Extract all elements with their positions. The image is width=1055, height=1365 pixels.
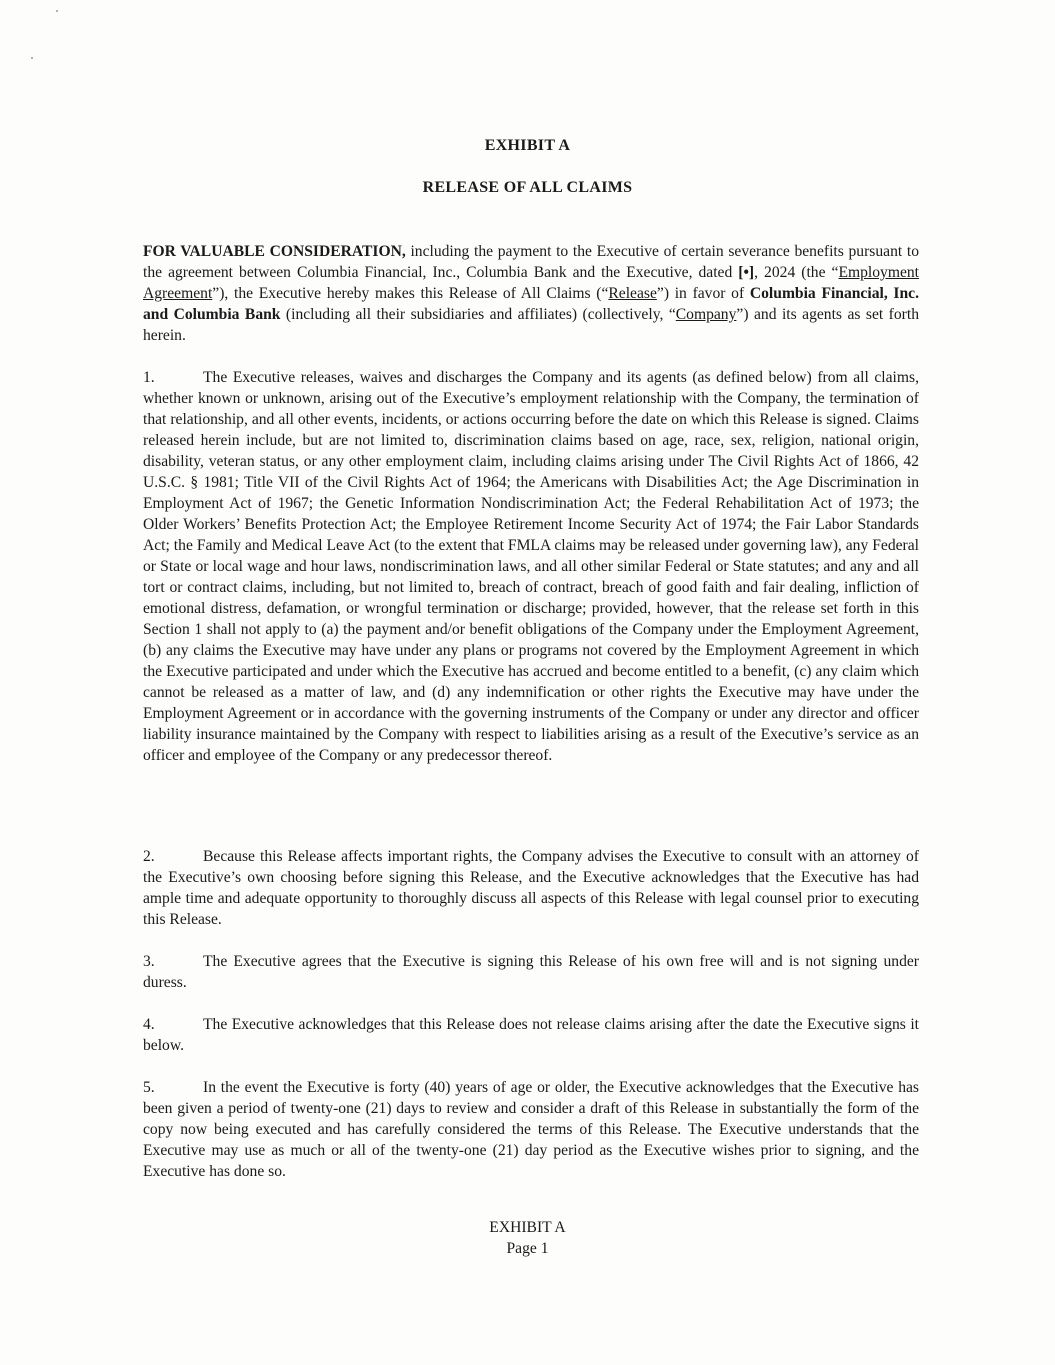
intro-text-1: including the payment to the Executive of certain severance benefits pursuant to the agreement between Columbia Financial, Inc., Columbia Bank and the Executive, dated xyxy=(143,243,919,281)
section-number: 2. xyxy=(143,848,155,865)
section-3 xyxy=(143,951,919,993)
section-4 xyxy=(143,1014,919,1056)
scan-speck xyxy=(31,57,33,59)
intro-text-5: (including all their subsidiaries and affiliates) (collectively, “ xyxy=(280,306,676,323)
section-4-paragraph xyxy=(143,1014,919,1056)
section-number: 4. xyxy=(143,1016,155,1033)
defined-term-release: Release xyxy=(608,285,657,302)
section-text: In the event the Executive is forty (40) years of age or older, the Executive acknowledges that the Executive has been given a period of twenty-one (21) days to review and consider a draft of this Release in substantially the form of the copy now being executed and has carefully considered the terms of this Release. The Executive understands that the Executive may use as much or all of the twenty-one (21) day period as the Executive wishes prior to signing, and the Executive has done so. xyxy=(143,1079,919,1180)
intro-paragraph xyxy=(143,241,919,346)
section-text: The Executive acknowledges that this Release does not release claims arising after the date the Executive signs it below. xyxy=(143,1016,919,1054)
intro-lead: FOR VALUABLE CONSIDERATION, xyxy=(143,243,406,260)
section-number: 1. xyxy=(143,369,155,386)
section-text: The Executive releases, waives and discharges the Company and its agents (as defined below) from all claims, whether known or unknown, arising out of the Executive’s employment relationship with the Company, the termination of that relationship, and all other events, incidents, or actions occurring before the date on which this Release is signed. Claims released herein include, but are not limited to, discrimination claims based on age, race, sex, religion, national origin, disability, veteran status, or any other employment claim, including claims arising under The Civil Rights Act of 1866, 42 U.S.C. § 1981; Title VII of the Civil Rights Act of 1964; the Americans with Disabilities Act; the Age Discrimination in Employment Act of 1967; the Genetic Information Nondiscrimination Act; the Federal Rehabilitation Act of 1973; the Older Workers’ Benefits Protection Act; the Employee Retirement Income Security Act of 1974; the Fair Labor Standards Act; the Family and Medical Leave Act (to the extent that FMLA claims may be released under governing law), any Federal or State or local wage and hour laws, nondiscrimination laws, and all other similar Federal or State statutes; and any and all tort or contract claims, including, but not limited to, breach of contract, breach of good faith and fair dealing, infliction of emotional distress, defamation, or wrongful termination or discharge; provided, however, that the release set forth in this Section 1 shall not apply to (a) the payment and/or benefit obligations of the Company under the Employment Agreement, (b) any claims the Executive may have under any plans or programs not covered by the Employment Agreement in which the Executive participated and under which the Executive has accrued and become entitled to a benefit, (c) any claim which cannot be released as a matter of law, and (d) any indemnification or other rights the Executive may have under the Employment Agreement or in accordance with the governing instruments of the Company or under any director and officer liability insurance maintained by the Company with respect to liabilities arising as a result of the Executive’s service as an officer and employee of the Company or any predecessor thereof. xyxy=(143,369,919,764)
defined-term-employment-agreement: Employment Agreement xyxy=(143,264,920,302)
section-number: 3. xyxy=(143,953,155,970)
section-2-paragraph xyxy=(143,846,919,930)
defined-term-company: Company xyxy=(675,306,737,323)
intro-text-2: , 2024 (the “ xyxy=(754,264,839,281)
intro-text-3: ”), the Executive hereby makes this Release of All Claims (“ xyxy=(212,285,609,302)
section-text: The Executive agrees that the Executive is signing this Release of his own free will and is not signing under duress. xyxy=(143,953,919,991)
party-names: Columbia Financial, Inc. and Columbia Bank xyxy=(143,285,919,323)
date-placeholder: [•] xyxy=(738,264,755,281)
section-text: Because this Release affects important rights, the Company advises the Executive to consult with an attorney of the Executive’s own choosing before signing this Release, and the Executive acknowledges that the Executive has had ample time and adequate opportunity to thoroughly discuss all aspects of this Release with legal counsel prior to executing this Release. xyxy=(143,848,919,928)
scan-speck xyxy=(56,10,58,12)
section-5-paragraph xyxy=(143,1077,919,1182)
section-1 xyxy=(143,367,919,766)
section-number: 5. xyxy=(143,1079,155,1096)
intro-text-4: ”) in favor of xyxy=(656,285,750,302)
section-1-paragraph xyxy=(143,367,919,766)
section-5 xyxy=(143,1077,919,1182)
intro-text-6: ”) and its agents as set forth herein. xyxy=(143,306,919,344)
section-2 xyxy=(143,846,919,930)
document-title: RELEASE OF ALL CLAIMS xyxy=(422,179,633,196)
intro-text xyxy=(143,241,919,346)
footer-exhibit-label: EXHIBIT A xyxy=(489,1219,566,1236)
section-3-paragraph xyxy=(143,951,919,993)
footer-page-number: Page 1 xyxy=(506,1240,549,1257)
exhibit-title: EXHIBIT A xyxy=(484,137,571,154)
